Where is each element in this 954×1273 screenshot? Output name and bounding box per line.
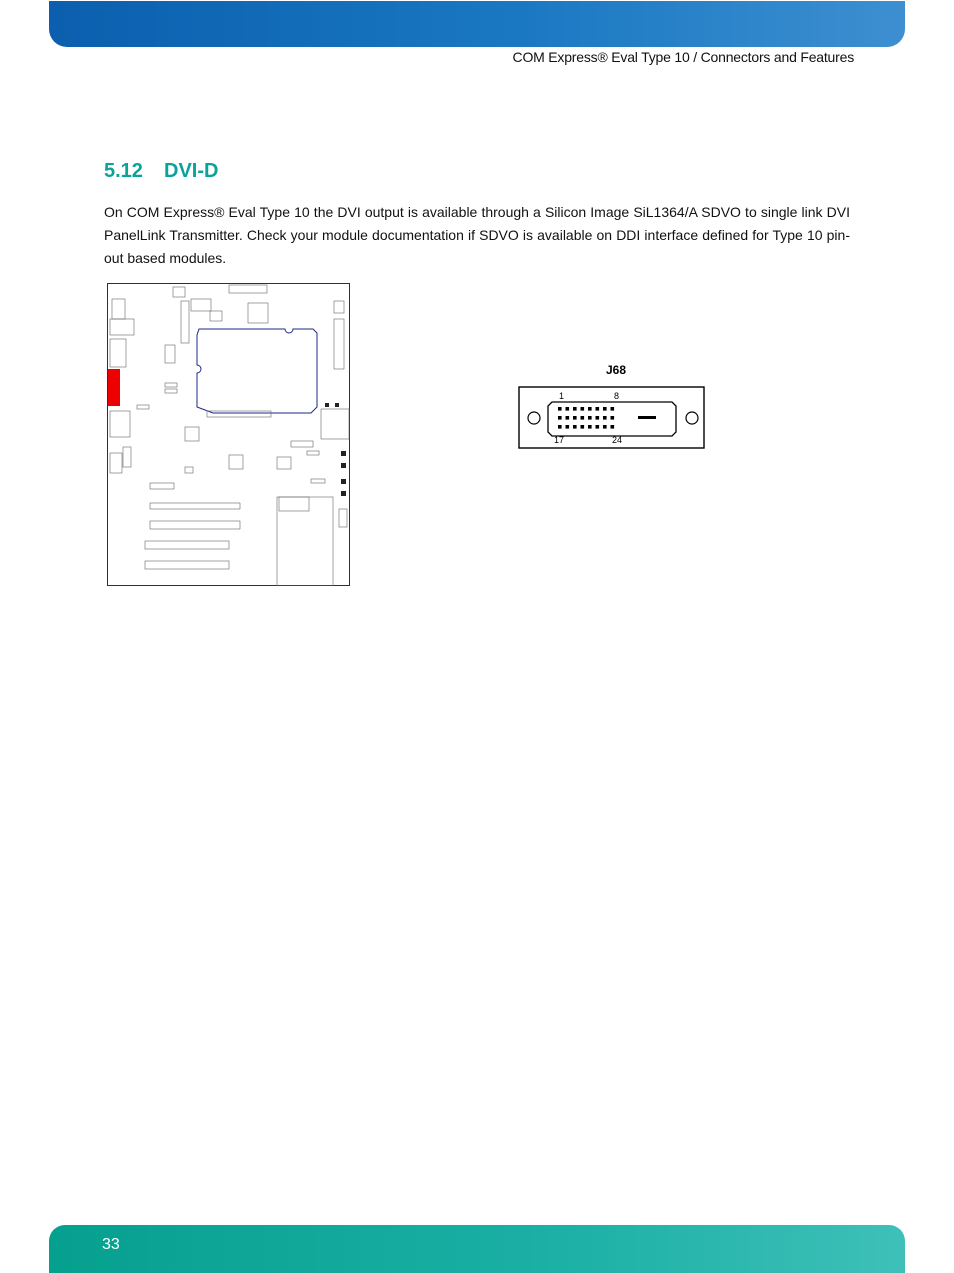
dvi-pin bbox=[566, 425, 570, 429]
section-heading bbox=[104, 160, 218, 183]
dvi-pin bbox=[603, 425, 607, 429]
board-layout-diagram bbox=[107, 283, 350, 586]
dvi-pin bbox=[603, 407, 607, 411]
dvi-pin bbox=[581, 416, 585, 420]
section-title: DVI-D bbox=[164, 160, 219, 182]
running-head: COM Express® Eval Type 10 / Connectors and Features bbox=[512, 49, 854, 65]
dvi-pin bbox=[596, 425, 600, 429]
dvi-pin bbox=[558, 407, 562, 411]
dvi-pin bbox=[596, 407, 600, 411]
dvi-pin bbox=[573, 416, 577, 420]
dvi-connector-drawing bbox=[516, 362, 706, 452]
dvi-pin bbox=[566, 407, 570, 411]
footer-band bbox=[49, 1225, 905, 1273]
dvi-pin bbox=[603, 416, 607, 420]
dvi-connector-figure bbox=[516, 362, 706, 452]
dvi-pin bbox=[581, 407, 585, 411]
dvi-pin bbox=[588, 416, 592, 420]
connector-label: J68 bbox=[605, 363, 627, 377]
dvi-pin bbox=[596, 416, 600, 420]
pin-1-label: 1 bbox=[559, 391, 565, 401]
dvi-highlight bbox=[108, 369, 120, 406]
dvi-pin bbox=[558, 425, 562, 429]
dvi-pin bbox=[588, 407, 592, 411]
dvi-pin bbox=[611, 425, 615, 429]
dvi-pin bbox=[573, 407, 577, 411]
dvi-pin bbox=[588, 425, 592, 429]
dvi-pin bbox=[611, 416, 615, 420]
section-number: 5.12 bbox=[104, 160, 143, 182]
pin-17-label: 17 bbox=[554, 435, 565, 445]
dvi-pin bbox=[573, 425, 577, 429]
dvi-pin bbox=[566, 416, 570, 420]
pin-8-label: 8 bbox=[614, 391, 620, 401]
page-number: 33 bbox=[102, 1236, 120, 1253]
dvi-pin bbox=[611, 407, 615, 411]
dvi-pin bbox=[581, 425, 585, 429]
body-paragraph: On COM Express® Eval Type 10 the DVI output is available through a Silicon Image SiL1364/A SDVO to single link DVI PanelLink Transmitter. Check your module documentation if SDVO is available on DDI interface defined for Type 10 pin-out based modules. bbox=[104, 204, 850, 266]
dvi-pin bbox=[558, 416, 562, 420]
header-band bbox=[49, 1, 905, 47]
pin-24-label: 24 bbox=[612, 435, 623, 445]
